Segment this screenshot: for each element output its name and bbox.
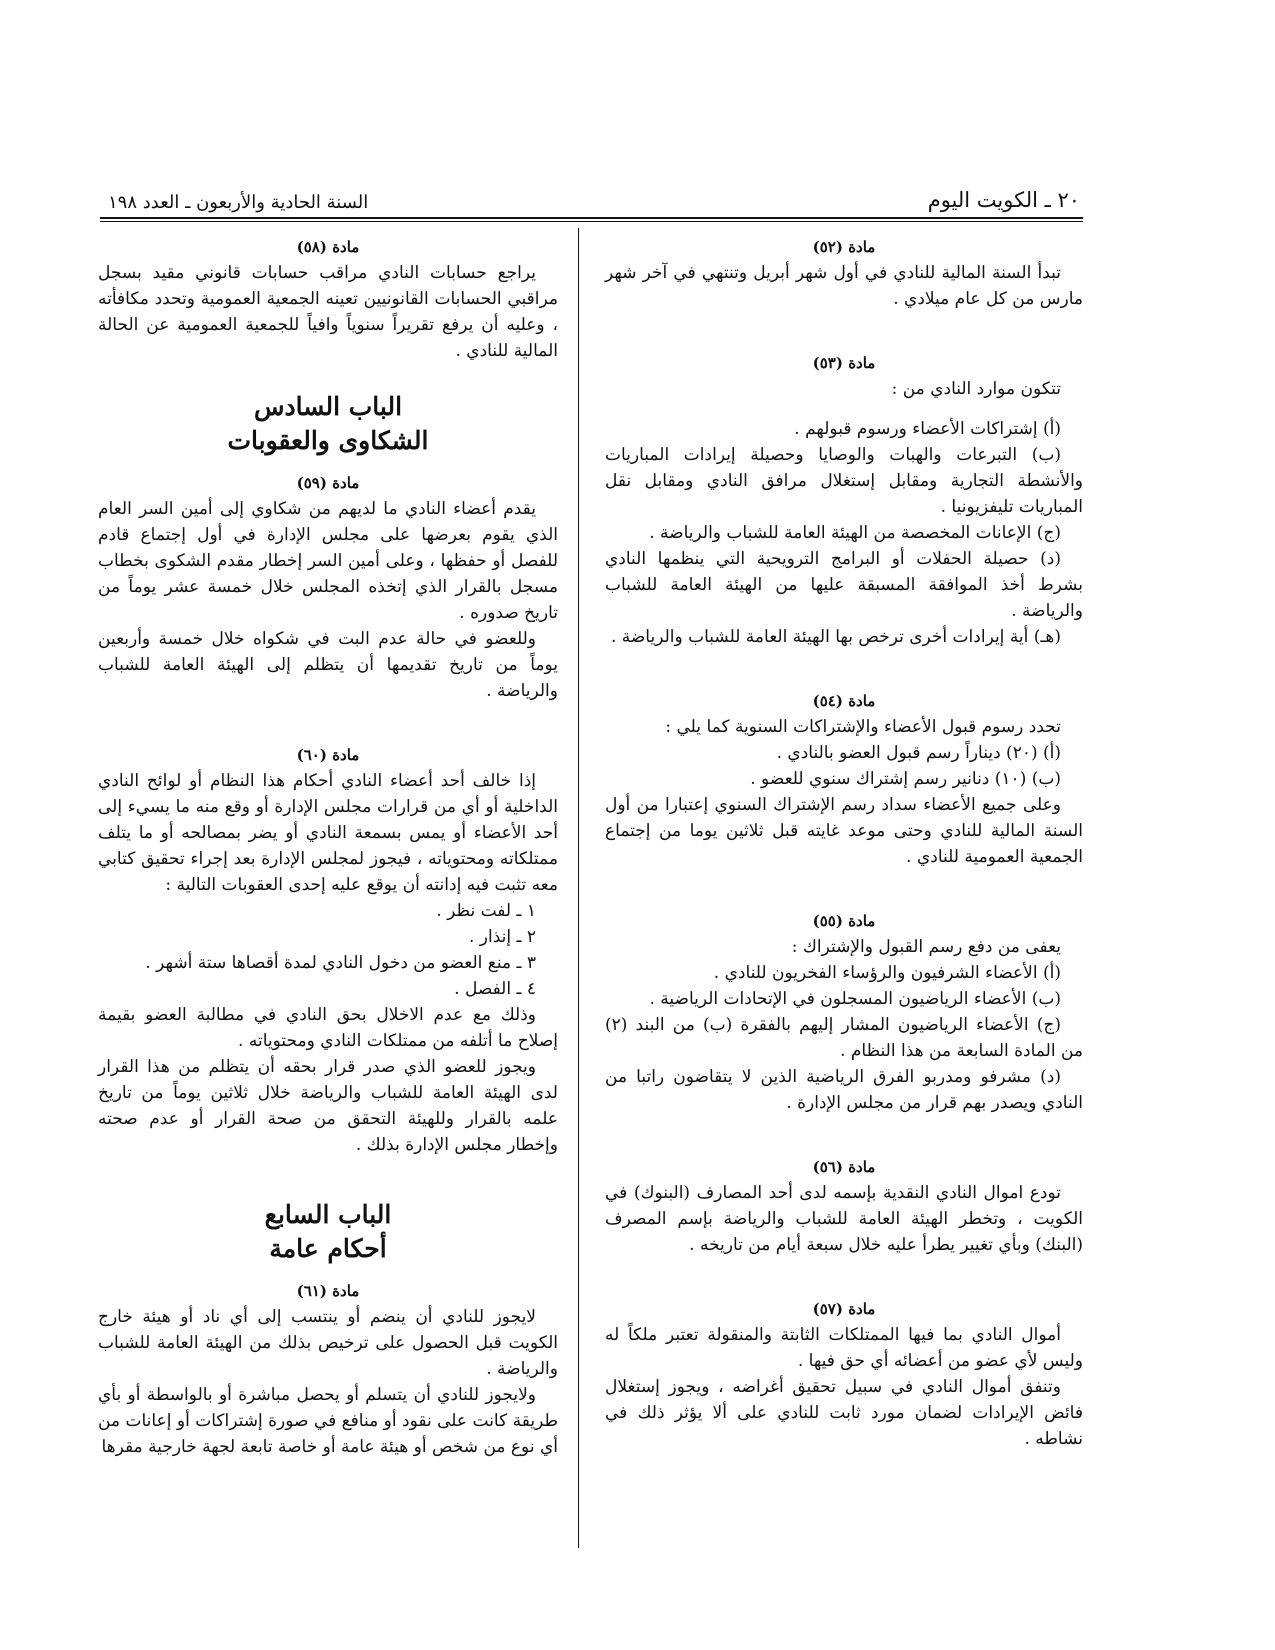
article-title: مادة (٥٩) — [296, 474, 360, 492]
article-intro: يعفى من دفع رسم القبول والإشتراك : — [791, 937, 1061, 957]
article-item: (ب) (١٠) دنانير رسم إشتراك سنوي للعضو . — [750, 769, 1061, 789]
article-text: يراجع حسابات النادي مراقب حسابات قانوني مقيد بسجل مراقبي الحسابات القانونيين تعينه الجمعية العمومية وتحدد مكافأته ، وعليه أن يرفع تقريراً سنوياً وافياً للجمعية العمومية عن الحالة المالية للنادي . — [98, 263, 558, 361]
article-text: إذا خالف أحد أعضاء النادي أحكام هذا النظام أو لوائح النادي الداخلية أو أي من قرارات مجلس الإدارة أو وقع منه ما يسيء إلى أحد الأعضاء أو يمس بسمعة النادي أو يضر بمصالحه أو ما يتلف ممتلكاته ومحتوياته ، فيجوز لمجلس الإدارة بعد إجراء تحقيق كتابي معه تثبت فيه إدانته أن يوقع عليه إحدى العقوبات التالية : — [98, 771, 558, 895]
article-item: (هـ) أية إيرادات أخرى ترخص بها الهيئة العامة للشباب والرياضة . — [610, 627, 1061, 647]
chapter-6-heading — [98, 390, 558, 458]
chapter-number: الباب السادس — [253, 392, 403, 421]
article-title: مادة (٥٥) — [812, 912, 876, 930]
header-page-title: ٢٠ ـ الكويت اليوم — [927, 188, 1080, 212]
article-item: (د) مشرفو ومدربو الفرق الرياضية الذين لا يتقاضون راتبا من النادي ويصدر بهم قرار من مجلس الإدارة . — [605, 1067, 1083, 1113]
article-title: مادة (٥٢) — [812, 238, 876, 256]
header-rule — [100, 217, 1083, 219]
article-text: وعلى جميع الأعضاء سداد رسم الإشتراك السنوي إعتبارا من أول السنة المالية للنادي وحتى موعد غايته قبل ثلاثين يوما من إجتماع الجمعية العمومية للنادي . — [605, 795, 1083, 867]
article-item: (أ) إشتراكات الأعضاء ورسوم قبولهم . — [794, 419, 1061, 439]
article-item: (ج) الإعانات المخصصة من الهيئة العامة للشباب والرياضة . — [649, 523, 1061, 543]
chapter-title: أحكام عامة — [269, 1234, 387, 1263]
article-text: تبدأ السنة المالية للنادي في أول شهر أبريل وتنتهي في آخر شهر مارس من كل عام ميلادي . — [605, 263, 1083, 309]
article-56 — [605, 1156, 1083, 1258]
article-text: وتنفق أموال النادي في سبيل تحقيق أغراضه ، ويجوز إستغلال فائض الإيرادات لضمان مورد ثابت للنادي على ألا يؤثر ذلك في نشاطه . — [605, 1377, 1083, 1449]
article-57 — [605, 1298, 1083, 1452]
article-text: تودع اموال النادي النقدية بإسمه لدى أحد المصارف (البنوك) في الكويت ، وتخطر الهيئة العامة للشباب والرياضة بإسم المصرف (البنك) وبأي تغيير يطرأ عليه خلال سبعة أيام من تاريخه . — [605, 1183, 1083, 1255]
header-issue-info: السنة الحادية والأربعون ـ العدد ١٩٨ — [108, 192, 369, 213]
article-item: ١ ـ لفت نظر . — [436, 901, 536, 921]
article-item: ٢ ـ إنذار . — [468, 927, 536, 947]
article-52 — [605, 236, 1083, 312]
article-60 — [98, 744, 558, 1158]
chapter-7-heading — [98, 1198, 558, 1266]
left-column — [98, 236, 558, 1460]
article-55 — [605, 910, 1083, 1116]
article-title: مادة (٥٧) — [812, 1300, 876, 1318]
article-title: مادة (٦١) — [296, 1282, 360, 1300]
right-column — [605, 236, 1083, 1452]
article-title: مادة (٥٨) — [296, 238, 360, 256]
chapter-number: الباب السابع — [264, 1200, 392, 1229]
article-title: مادة (٥٤) — [812, 692, 876, 710]
article-text: ويجوز للعضو الذي صدر قرار بحقه أن يتظلم من هذا القرار لدى الهيئة العامة للشباب والرياضة خلال ثلاثين يوماً من تاريخ علمه بالقرار وللهيئة التحقق من صحة القرار أو عدم صحته وإخطار مجلس الإدارة بذلك . — [98, 1057, 558, 1155]
article-59 — [98, 472, 558, 704]
article-title: مادة (٦٠) — [296, 746, 360, 764]
article-title: مادة (٥٦) — [812, 1158, 876, 1176]
article-item: (ب) الأعضاء الرياضيون المسجلون في الإتحادات الرياضية . — [649, 989, 1061, 1009]
article-58 — [98, 236, 558, 364]
article-intro: تحدد رسوم قبول الأعضاء والإشتراكات السنوية كما يلي : — [665, 717, 1061, 737]
header-rule-thin — [100, 221, 1083, 222]
article-item: (ب) التبرعات والهبات والوصايا وحصيلة إيرادات المباريات والأنشطة التجارية ومقابل إستغلال مرافق النادي ومقابل نقل المباريات تليفزيونيا . — [605, 445, 1083, 517]
column-divider — [578, 228, 579, 1548]
article-item: ٤ ـ الفصل . — [454, 979, 536, 999]
article-53 — [605, 352, 1083, 650]
article-intro: تتكون موارد النادي من : — [891, 379, 1061, 399]
article-text: وذلك مع عدم الاخلال بحق النادي في مطالبة العضو بقيمة إصلاح ما أتلفه من ممتلكات النادي ومحتوياته . — [98, 1005, 558, 1051]
article-title: مادة (٥٣) — [812, 354, 876, 372]
article-item: (أ) (٢٠) ديناراً رسم قبول العضو بالنادي . — [776, 743, 1061, 763]
article-text: لايجوز للنادي أن ينضم أو ينتسب إلى أي ناد أو هيئة خارج الكويت قبل الحصول على ترخيص بذلك من الهيئة العامة للشباب والرياضة . — [98, 1307, 558, 1379]
article-item: (د) حصيلة الحفلات أو البرامج الترويحية التي ينظمها النادي بشرط أخذ الموافقة المسبقة عليها من الهيئة العامة للشباب والرياضة . — [605, 549, 1083, 621]
article-text: وللعضو في حالة عدم البت في شكواه خلال خمسة وأربعين يوماً من تاريخ تقديمها أن يتظلم إلى الهيئة العامة للشباب والرياضة . — [98, 629, 558, 701]
article-text: أموال النادي بما فيها الممتلكات الثابتة والمنقولة تعتبر ملكاً له وليس لأي عضو من أعضائه أي حق فيها . — [605, 1325, 1083, 1371]
chapter-title: الشكاوى والعقوبات — [227, 426, 429, 455]
article-text: ولايجوز للنادي أن يتسلم أو يحصل مباشرة أو بالواسطة أو بأي طريقة كانت على نقود أو منافع في صورة إشتراكات أو إعانات من أي نوع من شخص أو هيئة عامة أو خاصة تابعة لجهة خارجية مقرها — [98, 1385, 558, 1457]
article-item: (ج) الأعضاء الرياضيون المشار إليهم بالفقرة (ب) من البند (٢) من المادة السابعة من هذا النظام . — [605, 1015, 1083, 1061]
article-text: يقدم أعضاء النادي ما لديهم من شكاوي إلى أمين السر العام الذي يقوم بعرضها على مجلس الإدارة في أول إجتماع قادم للفصل أو حفظها ، وعلى أمين السر إخطار مقدم الشكوى بخطاب مسجل بالقرار الذي إتخذه المجلس خلال خمسة عشر يوماً من تاريخ صدوره . — [98, 499, 558, 623]
article-54 — [605, 690, 1083, 870]
article-item: (أ) الأعضاء الشرفيون والرؤساء الفخريون للنادي . — [713, 963, 1061, 983]
article-61 — [98, 1280, 558, 1460]
article-item: ٣ ـ منع العضو من دخول النادي لمدة أقصاها ستة أشهر . — [145, 953, 536, 973]
